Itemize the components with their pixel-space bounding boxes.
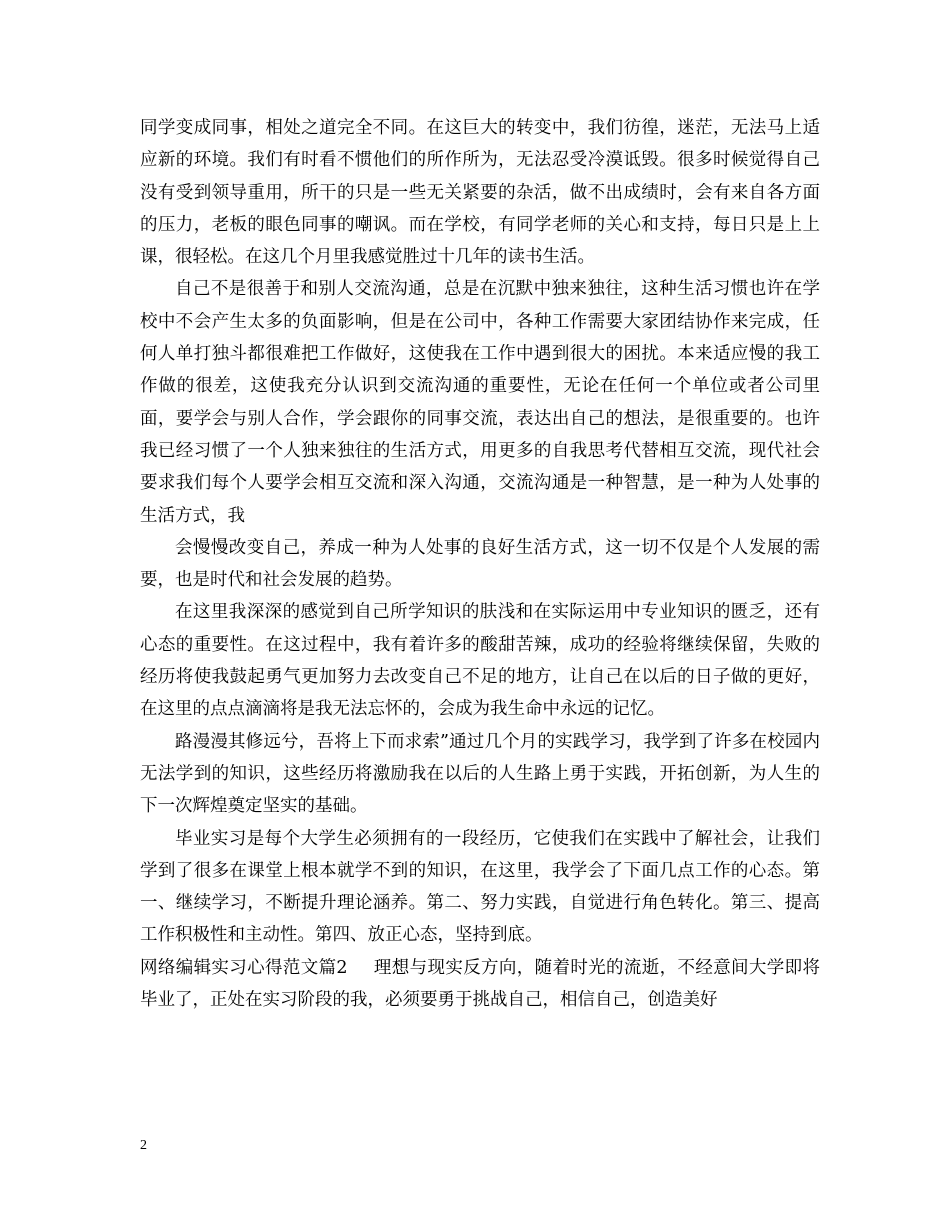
paragraph-6: 毕业实习是每个大学生必须拥有的一段经历，它使我们在实践中了解社会，让我们学到了很多在课堂上根本就学不到的知识，在这里，我学会了下面几点工作的心态。第一、继续学习，不断提升理论涵养。第二、努力实践，自觉进行角色转化。第三、提高工作积极性和主动性。第四、放正心态，坚持到底。 [140, 828, 820, 946]
paragraph-5: 路漫漫其修远兮，吾将上下而求索”通过几个月的实践学习，我学到了许多在校园内无法学到的知识，这些经历将激励我在以后的人生路上勇于实践，开拓创新，为人生的下一次辉煌奠定坚实的基础。 [140, 731, 820, 817]
section-title: 网络编辑实习心得范文篇2 [140, 957, 348, 978]
document-body [140, 112, 820, 1016]
paragraph-1: 同学变成同事，相处之道完全不同。在这巨大的转变中，我们彷徨，迷茫，无法马上适应新的环境。我们有时看不惯他们的所作所为，无法忍受冷漠诋毁。很多时候觉得自己没有受到领导重用，所干的只是一些无关紧要的杂活，做不出成绩时，会有来自各方面的压力，老板的眼色同事的嘲讽。而在学校，有同学老师的关心和支持，每日只是上上课，很轻松。在这几个月里我感觉胜过十几年的读书生活。 [140, 118, 820, 268]
paragraph-3: 会慢慢改变自己，养成一种为人处事的良好生活方式，这一切不仅是个人发展的需要，也是时代和社会发展的趋势。 [140, 537, 820, 591]
paragraph-2: 自己不是很善于和别人交流沟通，总是在沉默中独来独往，这种生活习惯也许在学校中不会产生太多的负面影响，但是在公司中，各种工作需要大家团结协作来完成，任何人单打独斗都很难把工作做好，这使我在工作中遇到很大的困扰。本来适应慢的我工作做的很差，这使我充分认识到交流沟通的重要性，无论在任何一个单位或者公司里面，要学会与别人合作，学会跟你的同事交流，表达出自己的想法，是很重要的。也许我已经习惯了一个人独来独往的生活方式，用更多的自我思考代替相互交流，现代社会要求我们每个人要学会相互交流和深入沟通，交流沟通是一种智慧，是一种为人处事的生活方式，我 [140, 279, 820, 526]
section-paragraph [140, 952, 820, 1017]
page-number: 2 [140, 1138, 147, 1153]
section-text: 理想与现实反方向，随着时光的流逝，不经意间大学即将毕业了，正处在实习阶段的我，必须要勇于挑战自己，相信自己，创造美好 [140, 957, 820, 1011]
paragraph-4: 在这里我深深的感觉到自己所学知识的肤浅和在实际运用中专业知识的匮乏，还有心态的重要性。在这过程中，我有着许多的酸甜苦辣，成功的经验将继续保留，失败的经历将使我鼓起勇气更加努力去改变自己不足的地方，让自己在以后的日子做的更好，在这里的点点滴滴将是我无法忘怀的，会成为我生命中永远的记忆。 [140, 602, 820, 720]
